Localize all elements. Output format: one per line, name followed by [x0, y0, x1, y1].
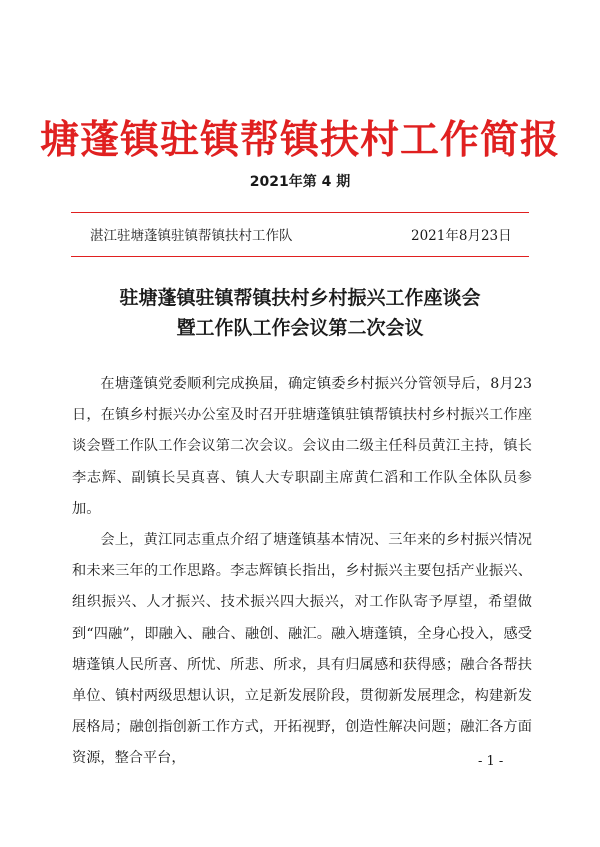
body-paragraph-2: 会上，黄江同志重点介绍了塘蓬镇基本情况、三年来的乡村振兴情况和未来三年的工作思路。李志辉镇长指出，乡村振兴主要包括产业振兴、组织振兴、人才振兴、技术振兴四大振兴，对工作队寄予厚望，希望做到“四融”，即融入、融合、融创、融汇。融入塘蓬镇，全身心投入，感受塘蓬镇人民所喜、所忧、所悲、所求，具有归属感和获得感；融合各帮扶单位、镇村两级思想认识，立足新发展阶段，贯彻新发展理念，构建新发展格局；融创指创新工作方式，开拓视野，创造性解决问题；融汇各方面资源，整合平台， [72, 532, 532, 767]
article-title-line-2: 暨工作队工作会议第二次会议 [176, 317, 424, 339]
page-number: - 1 - [478, 754, 504, 769]
article-title [0, 283, 600, 343]
issue-number: 2021年第 4 期 [249, 174, 351, 190]
issuing-organization: 湛江驻塘蓬镇驻镇帮镇扶村工作队 [90, 228, 293, 244]
article-title-line-1: 驻塘蓬镇驻镇帮镇扶村乡村振兴工作座谈会 [119, 287, 481, 309]
masthead-title: 塘蓬镇驻镇帮镇扶村工作简报 [39, 118, 560, 163]
header-rule-top [71, 212, 529, 213]
article-body [72, 369, 532, 775]
issue-date: 2021年8月23日 [411, 228, 512, 244]
body-paragraph-1: 在塘蓬镇党委顺利完成换届，确定镇委乡村振兴分管领导后，8月23日，在镇乡村振兴办公室及时召开驻塘蓬镇驻镇帮镇扶村乡村振兴工作座谈会暨工作队工作会议第二次会议。会议由二级主任科员黄江主持，镇长李志辉、副镇长吴真喜、镇人大专职副主席黄仁滔和工作队全体队员参加。 [72, 376, 532, 517]
header-rule-bottom [71, 256, 529, 257]
